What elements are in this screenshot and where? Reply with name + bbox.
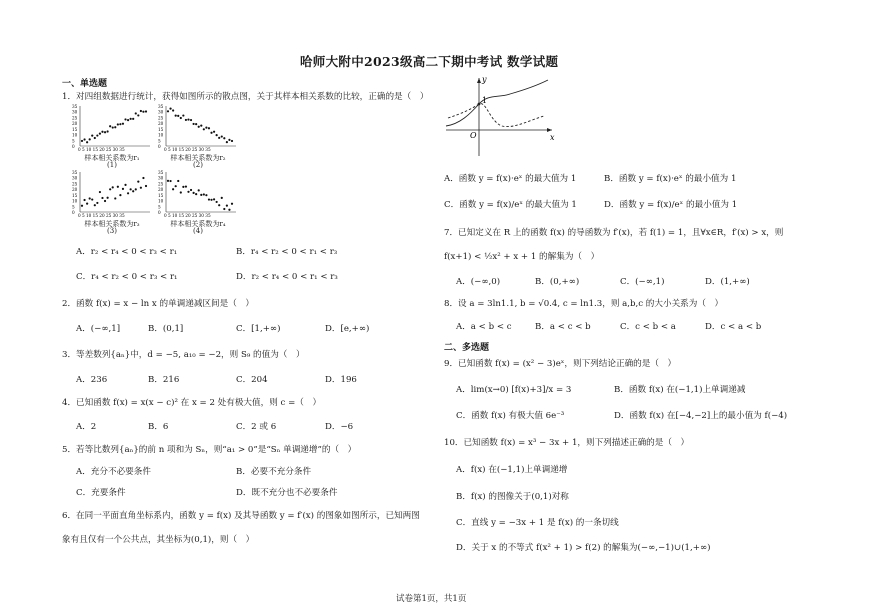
plot1-caption: 样本相关系数为r₁: [84, 154, 140, 162]
scatter-point: [195, 193, 197, 195]
scatter-point: [226, 141, 228, 143]
scatter-point: [130, 118, 132, 120]
scatter-point: [83, 138, 85, 140]
scatter-plot-2: [158, 104, 236, 152]
q1-stem: 1．对四组数据进行统计，获得如图所示的散点图，关于其样本相关系数的比较，正确的是（ ）: [62, 92, 429, 102]
scatter-point: [175, 115, 177, 117]
scatter-point: [226, 205, 228, 207]
scatter-point: [122, 188, 124, 190]
y-tick-label: 35: [72, 170, 78, 175]
scatter-point: [91, 135, 93, 137]
y-tick-label: 35: [72, 104, 78, 109]
y-tick-label: 5: [158, 204, 161, 210]
scatter-point: [218, 204, 220, 206]
y-tick-label: 25: [72, 181, 78, 187]
scatter-point: [228, 139, 230, 141]
q4-stem: 4．已知函数 f(x) = x(x − c)² 在 x = 2 处有极大值，则 c =（ ）: [62, 398, 322, 408]
q10-option-c: C．直线 y = −3x + 1 是 f(x) 的一条切线: [456, 518, 619, 528]
q4-option-b: B．6: [148, 422, 169, 432]
q2-option-d: D．[e,+∞): [325, 324, 370, 334]
scatter-point: [223, 208, 225, 210]
scatter-point: [208, 127, 210, 129]
scatter-point: [124, 184, 126, 186]
scatter-point: [210, 132, 212, 134]
q3-option-a: A．236: [76, 375, 108, 385]
scatter-point: [223, 137, 225, 139]
q2-option-a: A．(−∞,1]: [76, 324, 121, 334]
scatter-point: [86, 141, 88, 143]
scatter-point: [101, 197, 103, 199]
q7-option-c: C．(−∞,1): [620, 277, 665, 287]
q6-option-b: B．函数 y = f(x)·eˣ 的最小值为 1: [604, 174, 737, 184]
y-tick-label: 15: [158, 126, 164, 132]
scatter-point: [205, 194, 207, 196]
q3-option-c: C．204: [236, 375, 268, 385]
q6-option-d: D．函数 y = f(x)/eˣ 的最小值为 1: [604, 200, 738, 210]
scatter-point: [167, 110, 169, 112]
q9-option-d: D．函数 f(x) 在[−4,−2]上的最小值为 f(−4): [614, 411, 788, 421]
scatter-point: [112, 126, 114, 128]
q8-stem: 8．设 a = 3ln1.1, b = √0.4, c = ln1.3，则 a,b,c 的大小关系为（ ）: [444, 299, 724, 309]
y-tick-label: 30: [158, 175, 164, 181]
y-tick-label: 35: [158, 104, 164, 109]
scatter-point: [109, 125, 111, 127]
y-tick-label: 0: [158, 144, 161, 149]
scatter-point: [114, 126, 116, 128]
plot1-number: (1): [107, 161, 117, 169]
scatter-point: [193, 192, 195, 194]
curve-f: [446, 80, 548, 126]
scatter-point: [132, 118, 134, 120]
scatter-point: [119, 194, 121, 196]
x-tick-labels: 0 5 10 15 20 25 30 35: [78, 147, 125, 152]
page-footer: 试卷第1页，共1页: [396, 594, 467, 604]
scatter-point: [231, 140, 233, 142]
q6-stem-line2: 象有且仅有一个公共点，其坐标为(0,1)，则（ ）: [62, 535, 255, 545]
plot2-number: (2): [193, 161, 203, 169]
scatter-point: [203, 128, 205, 130]
y-tick-label: 30: [72, 109, 78, 115]
scatter-point: [203, 193, 205, 195]
plot2-caption: 样本相关系数为r₂: [170, 154, 226, 162]
scatter-point: [208, 198, 210, 200]
y-tick-label: 15: [158, 192, 164, 198]
intersection-point: [478, 103, 481, 106]
scatter-point: [137, 181, 139, 183]
scatter-point: [195, 123, 197, 125]
scatter-point: [137, 114, 139, 116]
scatter-point: [228, 209, 230, 211]
q1-option-d: D．r₂ < r₄ < 0 < r₁ < r₃: [236, 272, 338, 282]
scatter-point: [127, 119, 129, 121]
scatter-point: [185, 119, 187, 121]
y-tick-label: 0: [72, 210, 75, 215]
scatter-point: [216, 201, 218, 203]
scatter-point: [167, 180, 169, 182]
q10-option-b: B．f(x) 的图像关于(0,1)对称: [456, 492, 569, 502]
y-tick-label: 5: [158, 138, 161, 144]
scatter-point: [107, 130, 109, 132]
x-tick-labels: 0 5 10 15 20 25 30 35: [164, 147, 211, 152]
plot4-number: (4): [193, 227, 203, 235]
scatter-point: [142, 177, 144, 179]
y-tick-label: 10: [72, 132, 78, 138]
curve-f-prime: [448, 104, 544, 127]
scatter-point: [117, 186, 119, 188]
scatter-point: [231, 203, 233, 205]
scatter-point: [177, 180, 179, 182]
scatter-point: [221, 197, 223, 199]
scatter-point: [112, 186, 114, 188]
y-tick-label: 25: [72, 115, 78, 121]
scatter-point: [122, 123, 124, 125]
scatter-point: [124, 118, 126, 120]
y-tick-label: 15: [72, 126, 78, 132]
q9-option-b: B．函数 f(x) 在(−1,1)上单调递减: [614, 385, 746, 395]
scatter-point: [89, 197, 91, 199]
scatter-point: [99, 133, 101, 135]
scatter-point: [145, 110, 147, 112]
scatter-point: [190, 189, 192, 191]
scatter-point: [127, 192, 129, 194]
y-tick-label: 10: [72, 198, 78, 204]
page-title: 哈师大附中2023级高二下期中考试 数学试题: [300, 54, 559, 69]
scatter-point: [180, 191, 182, 193]
scatter-point: [104, 200, 106, 202]
scatter-point: [107, 197, 109, 199]
scatter-point: [193, 123, 195, 125]
scatter-point: [169, 180, 171, 182]
y-tick-label: 10: [158, 132, 164, 138]
y-tick-label: 0: [158, 210, 161, 215]
scatter-point: [200, 125, 202, 127]
q3-stem: 3．等差数列{aₙ}中，d = −5, a₁₀ = −2，则 S₉ 的值为（ ）: [62, 350, 305, 360]
x-axis-label: x: [550, 133, 555, 142]
q4-option-a: A．2: [76, 422, 97, 432]
scatter-point: [218, 137, 220, 139]
scatter-point: [185, 185, 187, 187]
q3-option-b: B．216: [148, 375, 180, 385]
y-tick-label: 20: [158, 121, 164, 127]
q7-stem-line1: 7．已知定义在 R 上的函数 f(x) 的导函数为 f′(x)，若 f(1) = 1，且∀x∈R，f′(x) > x，则: [444, 228, 784, 238]
y-tick-label: 5: [72, 204, 75, 210]
scatter-point: [200, 194, 202, 196]
scatter-point: [221, 135, 223, 137]
y-tick-label: 10: [158, 198, 164, 204]
point-label: 1: [482, 96, 488, 105]
scatter-point: [172, 109, 174, 111]
scatter-point: [205, 127, 207, 129]
scatter-point: [119, 123, 121, 125]
scatter-point: [213, 198, 215, 200]
q9-stem: 9．已知函数 f(x) = (x² − 3)eˣ，则下列结论正确的是（ ）: [444, 359, 677, 369]
q1-option-c: C．r₄ < r₂ < 0 < r₃ < r₁: [76, 272, 178, 282]
q5-option-d: D．既不充分也不必要条件: [236, 488, 338, 498]
q6-stem-line1: 6．在同一平面直角坐标系内，函数 y = f(x) 及其导函数 y = f′(x) 的图象如图所示，已知两图: [62, 511, 420, 521]
scatter-point: [89, 138, 91, 140]
scatter-point: [91, 198, 93, 200]
q7-option-d: D．(1,+∞): [705, 277, 750, 287]
q9-option-c: C．函数 f(x) 有极大值 6e⁻³: [456, 411, 565, 421]
q4-option-d: D．−6: [325, 422, 354, 432]
q8-option-a: A．a < b < c: [456, 322, 512, 332]
scatter-point: [182, 186, 184, 188]
q9-option-a: A．lim(x→0) [f(x)+3]/x = 3: [456, 385, 572, 395]
q8-option-b: B．a < c < b: [535, 322, 591, 332]
scatter-point: [96, 134, 98, 136]
q5-option-b: B．必要不充分条件: [236, 467, 312, 477]
q10-stem: 10．已知函数 f(x) = x³ − 3x + 1，则下列描述正确的是（ ）: [444, 438, 690, 448]
scatter-point: [86, 203, 88, 205]
origin-label: O: [470, 131, 477, 140]
scatter-point: [182, 114, 184, 116]
q4-option-c: C．2 或 6: [236, 422, 277, 432]
scatter-point: [210, 199, 212, 201]
x-tick-labels: 0 5 10 15 20 25 30 35: [164, 213, 211, 218]
scatter-point: [94, 204, 96, 206]
q1-option-a: A．r₂ < r₄ < 0 < r₃ < r₁: [76, 247, 178, 257]
scatter-point: [175, 185, 177, 187]
scatter-point: [135, 188, 137, 190]
scatter-point: [130, 188, 132, 190]
q7-option-b: B．(0,+∞): [535, 277, 580, 287]
y-tick-label: 25: [158, 115, 164, 121]
scatter-point: [83, 199, 85, 201]
q10-option-a: A．f(x) 在(−1,1)上单调递增: [456, 465, 568, 475]
q6-option-c: C．函数 y = f(x)/eˣ 的最大值为 1: [444, 200, 577, 210]
plot3-number: (3): [107, 227, 117, 235]
y-tick-label: 20: [72, 187, 78, 193]
scatter-point: [190, 119, 192, 121]
scatter-point: [81, 205, 83, 207]
scatter-point: [96, 202, 98, 204]
y-axis-arrow: [477, 78, 481, 83]
q3-option-d: D．196: [325, 375, 357, 385]
scatter-point: [145, 185, 147, 187]
scatter-point: [140, 187, 142, 189]
scatter-point: [114, 197, 116, 199]
scatter-point: [213, 131, 215, 133]
q2-stem: 2．函数 f(x) = x − ln x 的单调递减区间是（ ）: [62, 299, 255, 309]
q8-option-d: D．c < a < b: [705, 322, 762, 332]
q5-stem: 5．若等比数列{aₙ}的前 n 项和为 Sₙ，则“a₁ > 0”是“Sₙ 单调递增”的（ ）: [62, 445, 357, 455]
scatter-point: [104, 131, 106, 133]
scatter-point: [94, 137, 96, 139]
y-tick-label: 15: [72, 192, 78, 198]
section-single-choice: 一、单选题: [62, 79, 108, 89]
scatter-point: [132, 190, 134, 192]
scatter-point: [187, 118, 189, 120]
scatter-point: [169, 108, 171, 110]
y-tick-label: 25: [158, 181, 164, 187]
scatter-point: [99, 191, 101, 193]
scatter-point: [109, 188, 111, 190]
q5-option-a: A．充分不必要条件: [76, 467, 151, 477]
scatter-point: [180, 117, 182, 119]
scatter-point: [117, 123, 119, 125]
y-tick-label: 20: [72, 121, 78, 127]
q1-option-b: B．r₄ < r₂ < 0 < r₁ < r₃: [236, 247, 338, 257]
section-multi-choice: 二、多选题: [444, 343, 490, 353]
plot3-caption: 样本相关系数为r₃: [84, 220, 140, 228]
y-tick-label: 20: [158, 187, 164, 193]
scatter-point: [177, 115, 179, 117]
scatter-plot-1: [72, 104, 150, 152]
scatter-plot-4: [158, 170, 236, 218]
q10-option-d: D．关于 x 的不等式 f(x² + 1) > f(2) 的解集为(−∞,−1)∪(1,+∞): [456, 543, 711, 553]
scatter-point: [140, 110, 142, 112]
scatter-point: [81, 140, 83, 142]
y-tick-label: 30: [158, 109, 164, 115]
x-tick-labels: 0 5 10 15 20 25 30 35: [78, 213, 125, 218]
y-tick-label: 30: [72, 175, 78, 181]
y-tick-label: 0: [72, 144, 75, 149]
q8-option-c: C．c < b < a: [620, 322, 676, 332]
q6-function-graph: [440, 74, 560, 158]
y-axis-label: y: [482, 75, 487, 84]
scatter-point: [198, 189, 200, 191]
q5-option-c: C．充要条件: [76, 488, 126, 498]
q2-option-b: B．(0,1]: [148, 324, 184, 334]
scatter-point: [198, 126, 200, 128]
scatter-point: [135, 112, 137, 114]
q7-stem-line2: f(x+1) < ½x² + x + 1 的解集为（ ）: [444, 252, 600, 262]
y-tick-label: 5: [72, 138, 75, 144]
scatter-point: [142, 111, 144, 113]
scatter-point: [101, 131, 103, 133]
q7-option-a: A．(−∞,0): [456, 277, 501, 287]
y-tick-label: 35: [158, 170, 164, 175]
scatter-point: [187, 191, 189, 193]
scatter-point: [172, 188, 174, 190]
q6-option-a: A．函数 y = f(x)·eˣ 的最大值为 1: [444, 174, 577, 184]
plot4-caption: 样本相关系数为r₄: [170, 220, 226, 228]
scatter-plot-3: [72, 170, 150, 218]
q2-option-c: C．[1,+∞): [236, 324, 281, 334]
scatter-point: [216, 134, 218, 136]
x-axis-arrow: [547, 128, 552, 132]
